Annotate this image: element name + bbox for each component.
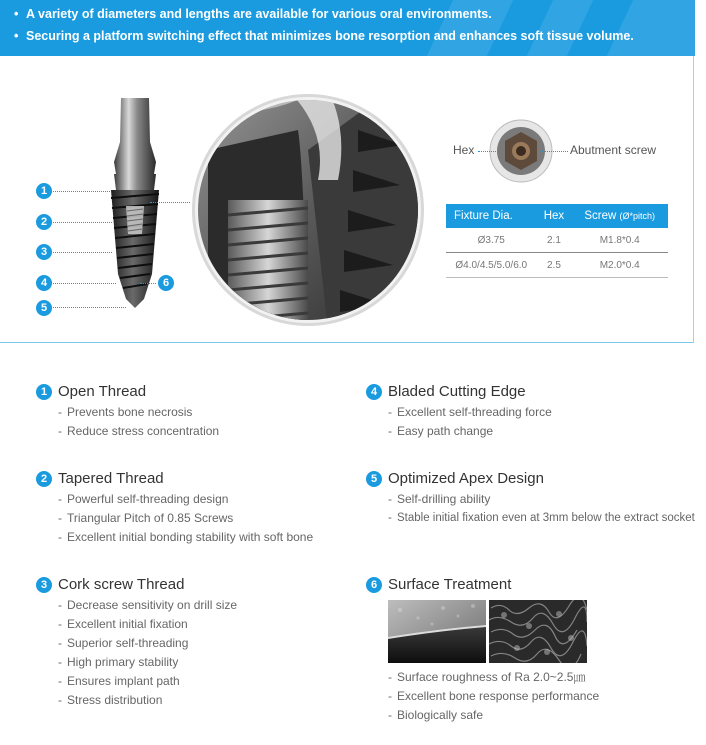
- list-item: - Easy path change: [388, 424, 494, 438]
- banner-bullet: • A variety of diameters and lengths are available for various oral environments.: [14, 7, 492, 21]
- col-screw: Screw (Ø*pitch): [571, 204, 668, 228]
- feature-list: [36, 490, 313, 547]
- list-item: - High primary stability: [58, 655, 179, 669]
- feature-number-badge: 5: [366, 471, 382, 487]
- feature-list: [366, 403, 552, 441]
- marker-leader: [50, 252, 112, 253]
- marker-leader: [140, 283, 156, 284]
- feature-number-badge: 3: [36, 577, 52, 593]
- list-item: - Biologically safe: [388, 708, 484, 722]
- marker-leader: [50, 307, 126, 308]
- top-banner: [0, 0, 695, 56]
- feature-tapered-thread: [36, 470, 313, 547]
- marker-1: 1: [36, 183, 52, 199]
- feature-number-badge: 1: [36, 384, 52, 400]
- surface-image-micro: [489, 600, 587, 663]
- magnified-thread-view: [188, 90, 428, 330]
- feature-optimized-apex-design: [366, 470, 695, 528]
- hex-leader: [478, 151, 502, 152]
- feature-title: Tapered Thread: [58, 470, 164, 487]
- list-item: - Self-drilling ability: [388, 492, 491, 506]
- list-item: - Triangular Pitch of 0.85 Screws: [58, 511, 234, 525]
- col-fixture-dia: Fixture Dia.: [446, 204, 536, 228]
- feature-cork-screw-thread: [36, 576, 237, 710]
- feature-title: Open Thread: [58, 383, 147, 400]
- table-row: Ø3.75 2.1 M1.8*0.4: [446, 228, 668, 253]
- banner-bullet: • Securing a platform switching effect that minimizes bone resorption and enhances soft tissue volume.: [14, 29, 634, 43]
- col-hex: Hex: [536, 204, 571, 228]
- feature-number-badge: 6: [366, 577, 382, 593]
- list-item: - Reduce stress concentration: [58, 424, 220, 438]
- list-item: - Excellent initial bonding stability with soft bone: [58, 530, 314, 544]
- list-item: - Stress distribution: [58, 693, 163, 707]
- marker-2: 2: [36, 214, 52, 230]
- marker-6: 6: [158, 275, 174, 291]
- list-item: - Surface roughness of Ra 2.0~2.5㎛: [388, 670, 586, 684]
- list-item: - Excellent self-threading force: [388, 405, 552, 419]
- list-item: - Powerful self-threading design: [58, 492, 229, 506]
- banner-bullet-list: [14, 6, 634, 50]
- feature-open-thread: [36, 383, 219, 441]
- feature-list: [36, 403, 219, 441]
- list-item: - Excellent initial fixation: [58, 617, 188, 631]
- list-item: - Stable initial fixation even at 3mm below the extract socket: [388, 512, 695, 524]
- feature-number-badge: 4: [366, 384, 382, 400]
- marker-leader: [50, 191, 110, 192]
- marker-leader: [50, 222, 112, 223]
- feature-title: Optimized Apex Design: [388, 470, 544, 487]
- feature-title: Bladed Cutting Edge: [388, 383, 526, 400]
- feature-surface-treatment-list: [366, 668, 599, 725]
- spec-table: [446, 204, 668, 278]
- list-item: - Decrease sensitivity on drill size: [58, 598, 238, 612]
- hex-label: Hex: [453, 143, 475, 157]
- surface-image-macro: [388, 600, 486, 663]
- marker-3: 3: [36, 244, 52, 260]
- feature-title: Surface Treatment: [388, 576, 512, 593]
- table-row: Ø4.0/4.5/5.0/6.0 2.5 M2.0*0.4: [446, 253, 668, 278]
- feature-list: [366, 490, 695, 528]
- marker-5: 5: [36, 300, 52, 316]
- list-item: - Superior self-threading: [58, 636, 189, 650]
- list-item: - Excellent bone response performance: [388, 689, 600, 703]
- implant-diagram-panel: [0, 56, 694, 343]
- list-item: - Ensures implant path: [58, 674, 180, 688]
- feature-list: [36, 596, 237, 710]
- list-item: - Prevents bone necrosis: [58, 405, 193, 419]
- spec-table-header: [446, 204, 668, 228]
- marker-leader: [50, 283, 116, 284]
- marker-4: 4: [36, 275, 52, 291]
- magnify-leader: [150, 202, 190, 203]
- feature-number-badge: 2: [36, 471, 52, 487]
- feature-bladed-cutting-edge: [366, 383, 552, 441]
- feature-list: [366, 668, 599, 725]
- feature-title: Cork screw Thread: [58, 576, 185, 593]
- abutment-screw-label: Abutment screw: [570, 143, 657, 157]
- abutment-leader: [542, 151, 568, 152]
